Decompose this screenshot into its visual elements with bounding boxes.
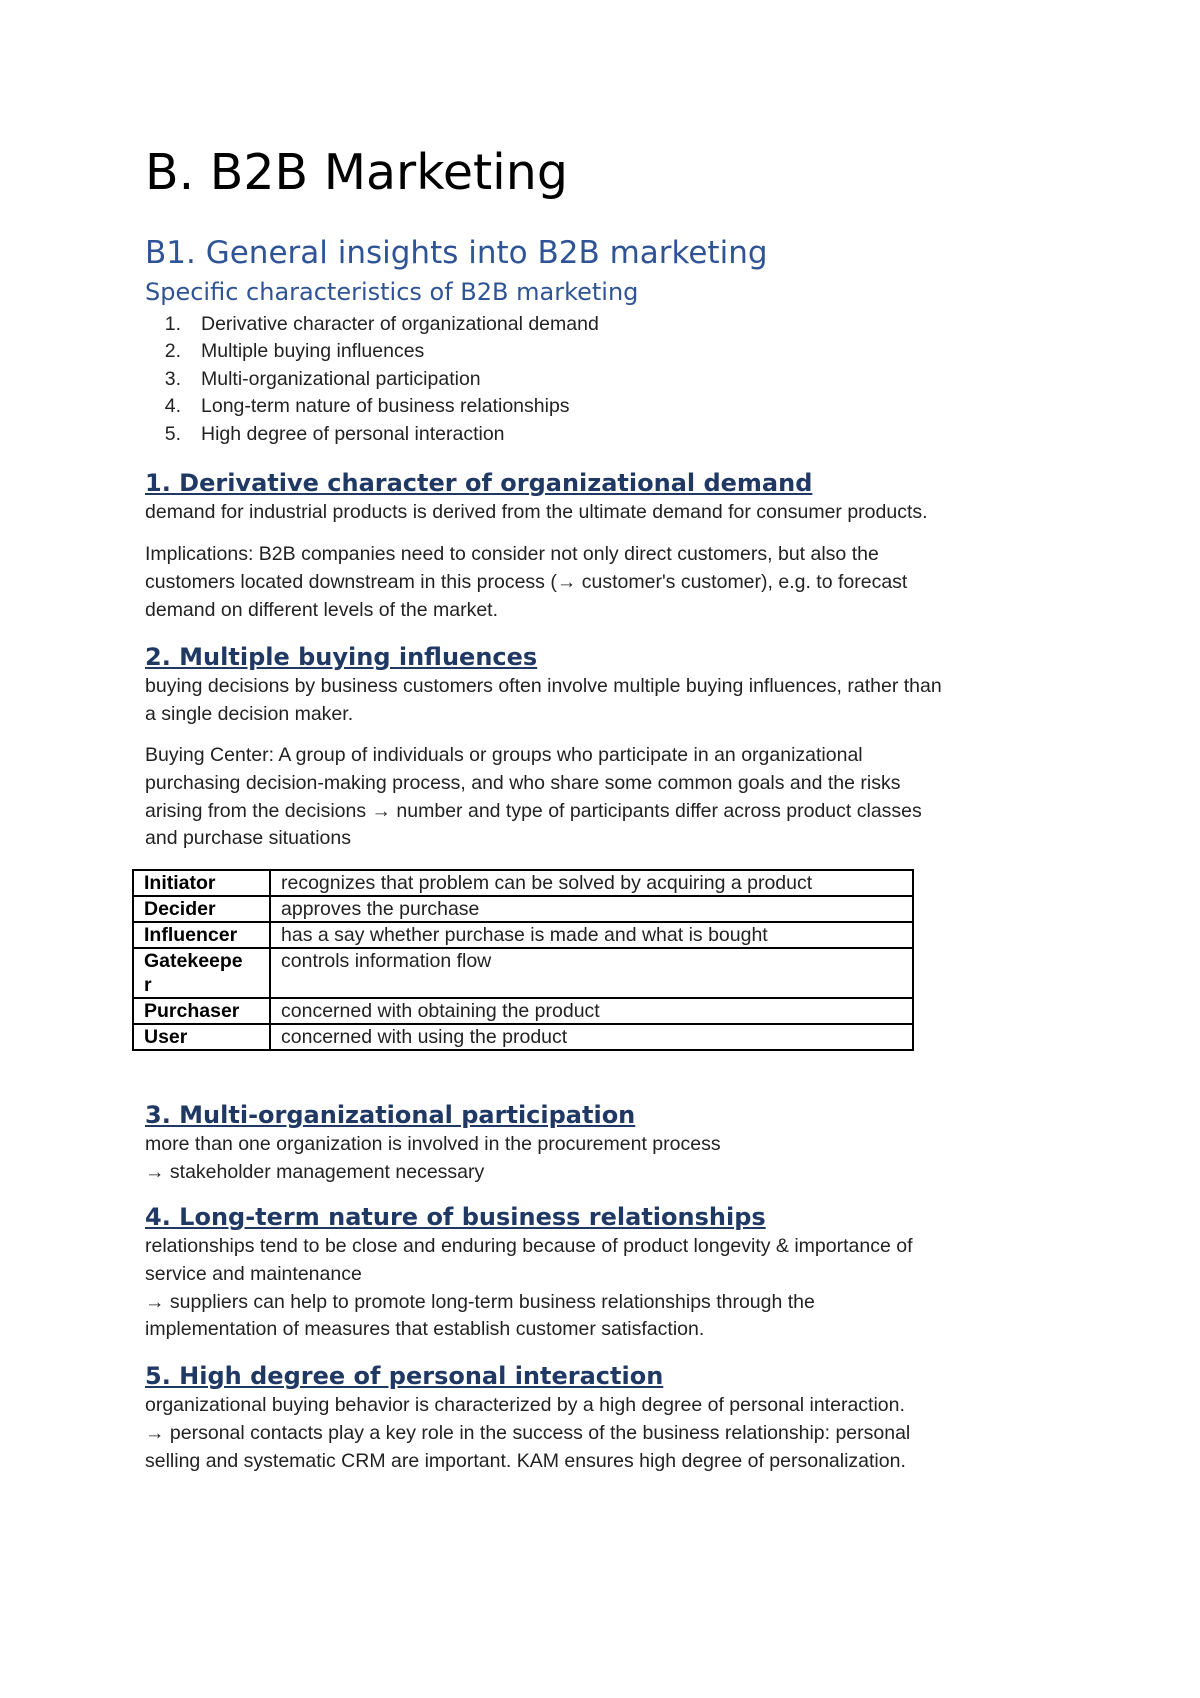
section-3-paragraph-1: more than one organization is involved in the procurement process → stakeholder management necessary bbox=[145, 1133, 721, 1183]
section-1-paragraph-2: Implications: B2B companies need to consider not only direct customers, but also the customers located downstream in this process (→ customer's customer), e.g. to forecast demand on different levels of the market. bbox=[145, 543, 908, 621]
role-cell: Purchaser bbox=[133, 998, 270, 1024]
description-cell: recognizes that problem can be solved by acquiring a product bbox=[270, 870, 913, 896]
description-cell: concerned with using the product bbox=[270, 1024, 913, 1050]
table-row bbox=[133, 948, 913, 998]
table-row bbox=[133, 896, 913, 922]
table-row bbox=[133, 922, 913, 948]
role-cell: Gatekeepe r bbox=[133, 948, 270, 998]
section-2-paragraph-2: Buying Center: A group of individuals or groups who participate in an organizational purchasing decision-making process, and who share some common goals and the risks arising from the decisions → number and type of participants differ across product classes and purchase situations bbox=[145, 744, 922, 850]
section-5-paragraph-1: organizational buying behavior is characterized by a high degree of personal interaction. → personal contacts play a key role in the success of the business relationship: personal selling and systematic CRM are important. KAM ensures high degree of personalization. bbox=[145, 1394, 911, 1472]
table-row bbox=[133, 1024, 913, 1050]
description-cell: approves the purchase bbox=[270, 896, 913, 922]
document-title: B. B2B Marketing bbox=[145, 144, 568, 201]
section-2-paragraph-1: buying decisions by business customers often involve multiple buying influences, rather than a single decision maker. bbox=[145, 675, 942, 725]
table-row bbox=[133, 998, 913, 1024]
role-cell: Initiator bbox=[133, 870, 270, 896]
section-1-paragraph-1: demand for industrial products is derived from the ultimate demand for consumer products. bbox=[145, 501, 928, 523]
description-cell: concerned with obtaining the product bbox=[270, 998, 913, 1024]
section-heading-1: 1. Derivative character of organizational demand bbox=[145, 469, 813, 497]
section-heading-5: 5. High degree of personal interaction bbox=[145, 1362, 664, 1390]
table-row bbox=[133, 870, 913, 896]
list-item: 4. Long-term nature of business relationships bbox=[164, 395, 570, 418]
section-4-paragraph-1: relationships tend to be close and enduring because of product longevity & importance of service and maintenance → suppliers can help to promote long-term business relationships through the implementation of measures that establish customer satisfaction. bbox=[145, 1235, 913, 1341]
section-heading-2: 2. Multiple buying influences bbox=[145, 643, 538, 671]
list-item: 5. High degree of personal interaction bbox=[164, 422, 505, 445]
list-item: 1. Derivative character of organizational demand bbox=[164, 313, 599, 335]
section-heading-3: 3. Multi-organizational participation bbox=[145, 1101, 636, 1129]
list-item: 2. Multiple buying influences bbox=[164, 340, 425, 363]
role-cell: Influencer bbox=[133, 922, 270, 948]
chapter-heading: B1. General insights into B2B marketing bbox=[145, 235, 768, 271]
description-cell: controls information flow bbox=[270, 948, 913, 998]
description-cell: has a say whether purchase is made and what is bought bbox=[270, 922, 913, 948]
list-item: 3. Multi-organizational participation bbox=[164, 367, 481, 390]
buying-center-table bbox=[132, 869, 914, 1051]
role-cell: Decider bbox=[133, 896, 270, 922]
section-heading-4: 4. Long-term nature of business relationships bbox=[145, 1203, 766, 1231]
characteristics-list bbox=[145, 311, 599, 448]
role-cell: User bbox=[133, 1024, 270, 1050]
subheading-characteristics: Specific characteristics of B2B marketing bbox=[145, 278, 639, 306]
